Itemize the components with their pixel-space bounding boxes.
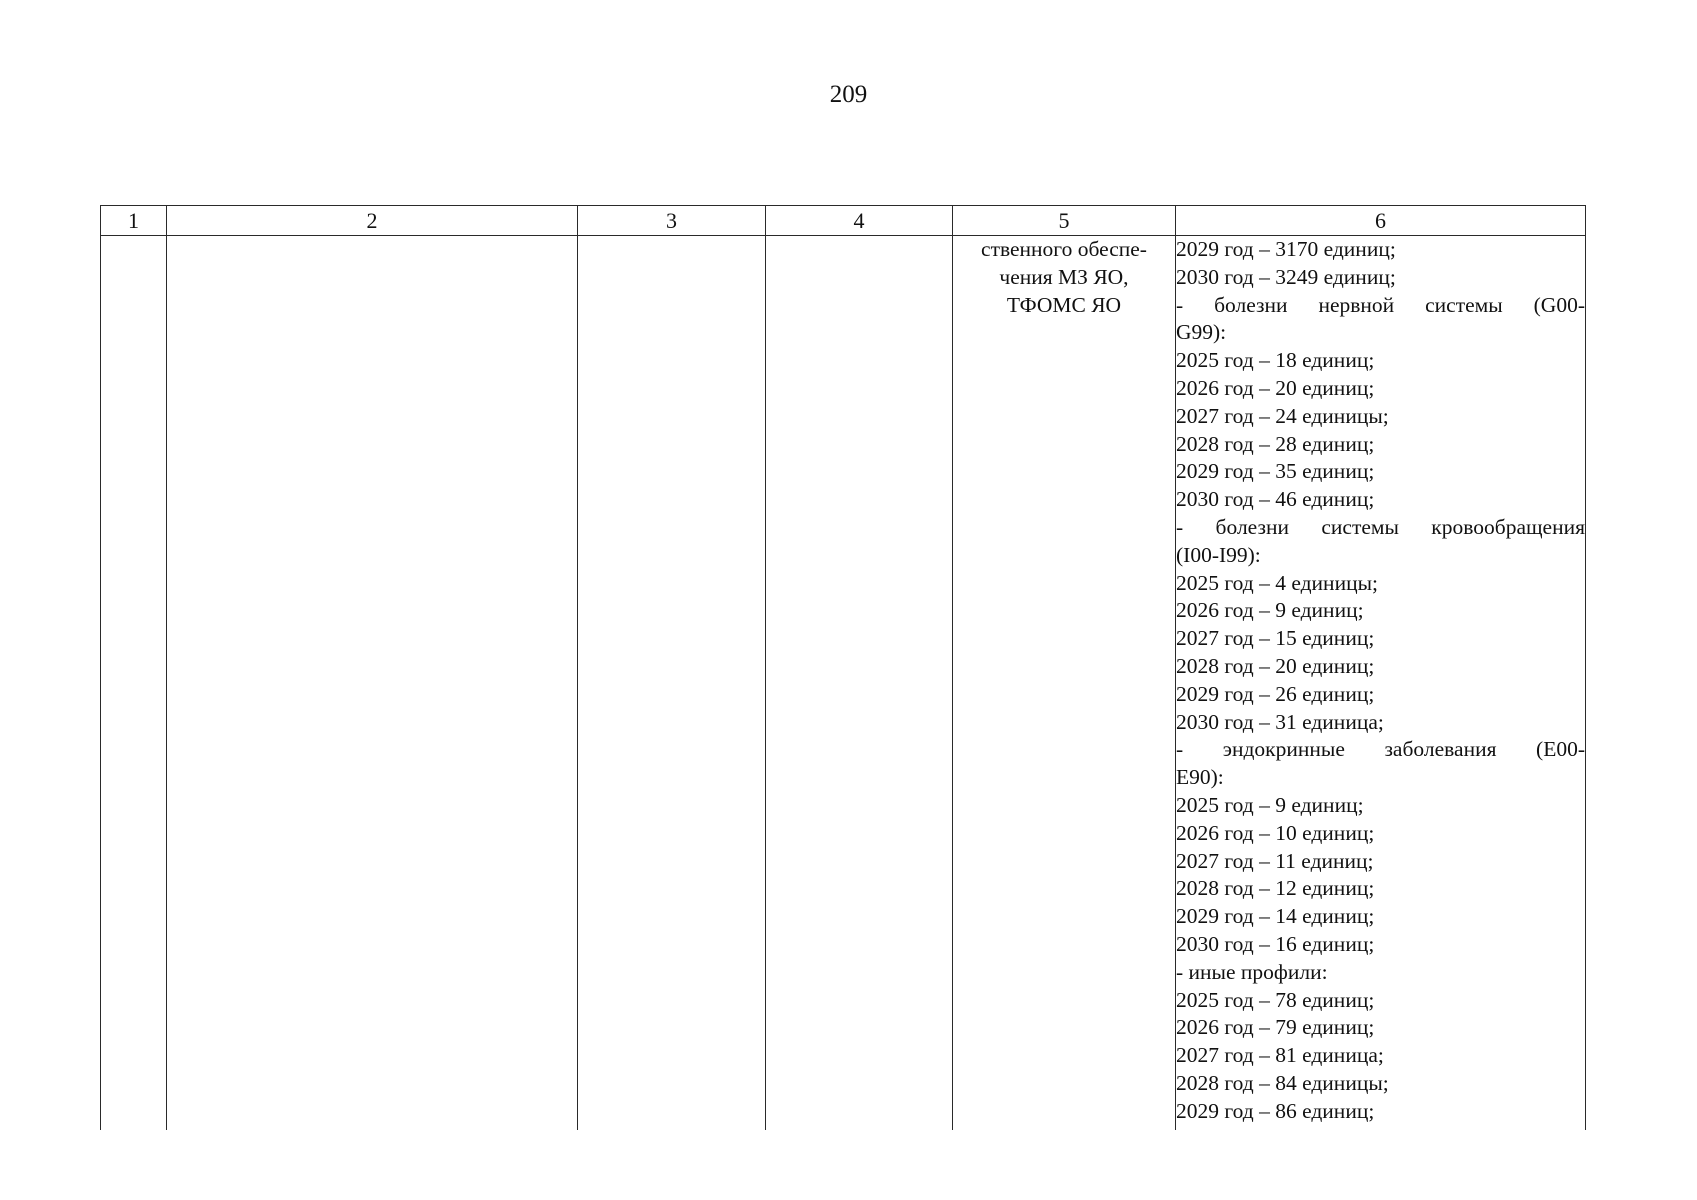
indicator-line: 2030 год – 46 единиц; xyxy=(1176,487,1375,512)
column-header-1: 1 xyxy=(101,206,167,236)
column-header-4: 4 xyxy=(766,206,953,236)
indicator-category-line: - иные профили: xyxy=(1176,959,1328,984)
column-header-6: 6 xyxy=(1176,206,1586,236)
indicator-line: 2029 год – 86 единиц; xyxy=(1176,1098,1375,1123)
cell-col-4 xyxy=(766,236,953,1131)
indicator-line: 2028 год – 28 единиц; xyxy=(1176,431,1375,456)
indicator-line: 2027 год – 15 единиц; xyxy=(1176,626,1375,651)
indicator-line: 2026 год – 10 единиц; xyxy=(1176,820,1375,845)
indicator-line: 2030 год – 3249 единиц; xyxy=(1176,264,1396,289)
col5-line: ственного обеспе- xyxy=(981,237,1147,261)
indicator-line: 2029 год – 35 единиц; xyxy=(1176,459,1375,484)
cell-col-1 xyxy=(101,236,167,1131)
indicator-line: 2029 год – 14 единиц; xyxy=(1176,904,1375,929)
indicator-line: 2030 год – 31 единица; xyxy=(1176,709,1384,734)
indicator-line: 2026 год – 79 единиц; xyxy=(1176,1015,1375,1040)
indicator-category-line: - болезни системы кровообращения xyxy=(1176,514,1585,539)
indicator-line: 2029 год – 26 единиц; xyxy=(1176,681,1375,706)
col5-line: чения МЗ ЯО, xyxy=(999,264,1129,289)
indicator-line: 2029 год – 3170 единиц; xyxy=(1176,237,1396,261)
indicator-line: 2026 год – 20 единиц; xyxy=(1176,375,1375,400)
indicator-line: 2027 год – 24 единицы; xyxy=(1176,403,1389,428)
column-header-3: 3 xyxy=(578,206,766,236)
indicator-category-line: E90): xyxy=(1176,765,1224,790)
indicator-line: 2028 год – 12 единиц; xyxy=(1176,876,1375,901)
col5-line: ТФОМС ЯО xyxy=(1006,292,1122,317)
indicator-line: 2025 год – 78 единиц; xyxy=(1176,987,1375,1012)
indicator-line: 2025 год – 18 единиц; xyxy=(1176,348,1375,373)
indicator-line: 2027 год – 11 единиц; xyxy=(1176,848,1374,873)
indicator-category-line: (I00-I99): xyxy=(1176,542,1261,567)
column-number-row xyxy=(101,206,1586,236)
indicator-line: 2027 год – 81 единица; xyxy=(1176,1043,1384,1068)
table-row xyxy=(101,236,1586,1131)
cell-col-5-responsible xyxy=(953,236,1176,1131)
cell-col-3 xyxy=(578,236,766,1131)
indicator-line: 2030 год – 16 единиц; xyxy=(1176,931,1375,956)
column-header-2: 2 xyxy=(167,206,578,236)
indicator-category-line: - эндокринные заболевания (E00- xyxy=(1176,737,1585,762)
cell-col-2 xyxy=(167,236,578,1131)
indicator-category-line: - болезни нервной системы (G00- xyxy=(1176,292,1585,317)
indicator-line: 2025 год – 4 единицы; xyxy=(1176,570,1378,595)
cell-col-6-indicators xyxy=(1176,236,1586,1131)
indicator-line: 2026 год – 9 единиц; xyxy=(1176,598,1364,623)
page-number: 209 xyxy=(829,81,868,108)
indicator-category-line: G99): xyxy=(1176,320,1227,345)
indicator-line: 2028 год – 84 единицы; xyxy=(1176,1070,1389,1095)
indicator-line: 2025 год – 9 единиц; xyxy=(1176,792,1364,817)
indicator-line: 2028 год – 20 единиц; xyxy=(1176,653,1375,678)
continuation-table xyxy=(100,205,1586,1130)
column-header-5: 5 xyxy=(953,206,1176,236)
